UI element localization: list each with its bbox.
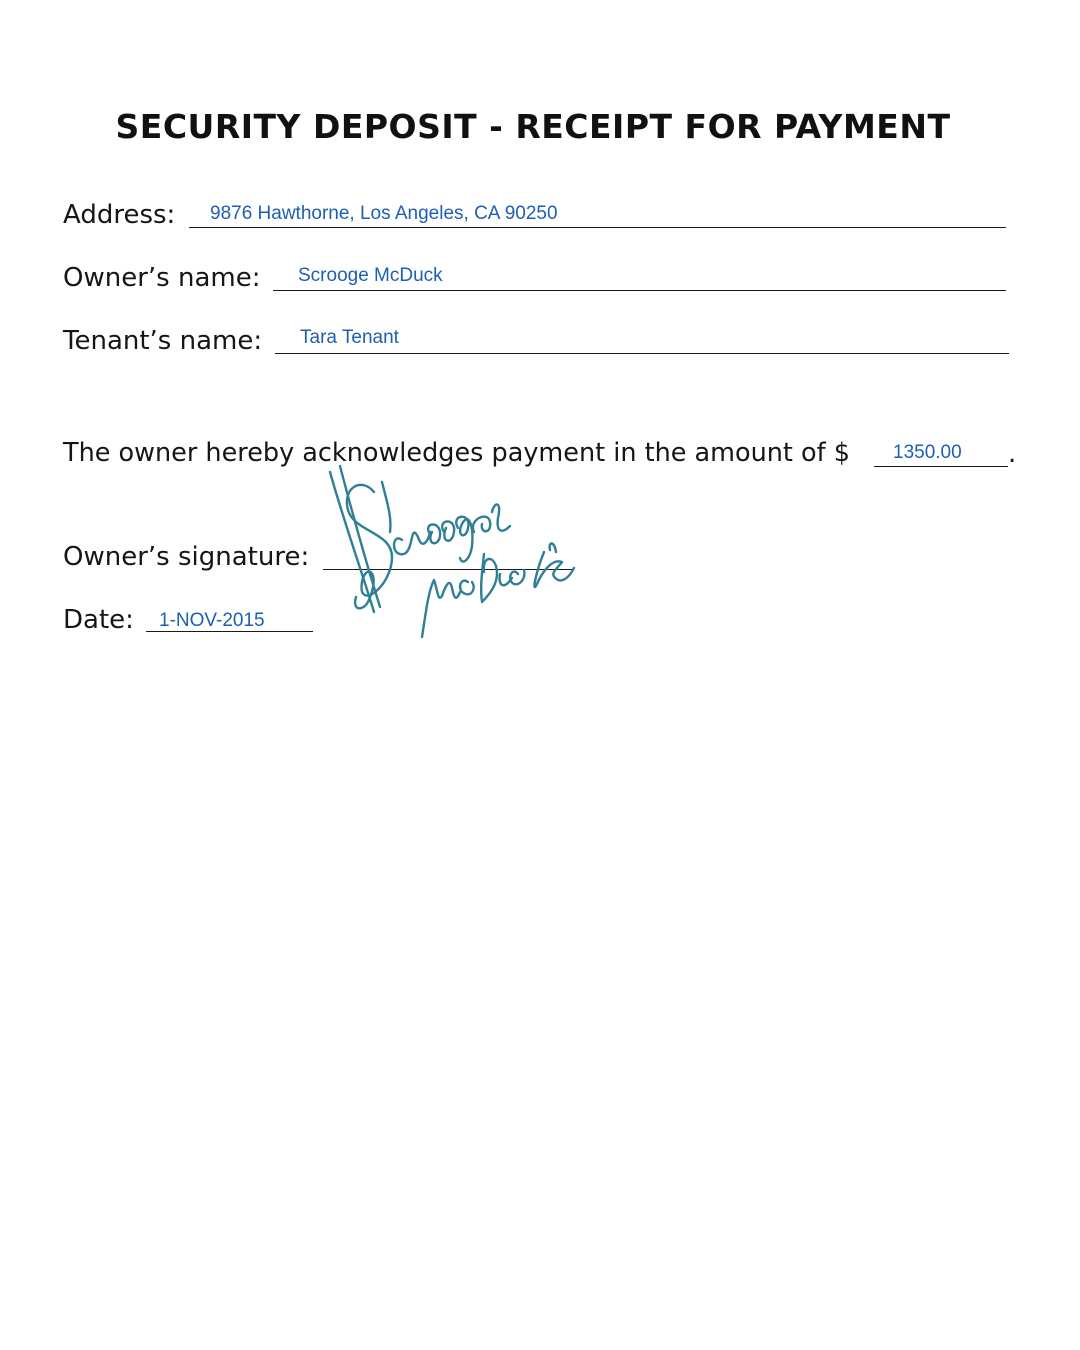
owner-name-line bbox=[273, 290, 1006, 291]
owner-name-field[interactable]: Scrooge McDuck bbox=[298, 265, 443, 286]
address-field[interactable]: 9876 Hawthorne, Los Angeles, CA 90250 bbox=[210, 203, 558, 224]
address-label: Address: bbox=[63, 200, 176, 230]
sentence-period: . bbox=[1008, 439, 1017, 469]
date-field[interactable]: 1-NOV-2015 bbox=[159, 610, 265, 631]
signature-strokes bbox=[330, 466, 574, 637]
handwritten-signature bbox=[322, 462, 584, 637]
tenant-name-field[interactable]: Tara Tenant bbox=[300, 327, 399, 348]
tenant-name-label: Tenant’s name: bbox=[63, 326, 263, 356]
amount-field[interactable]: 1350.00 bbox=[893, 442, 962, 463]
owner-name-label: Owner’s name: bbox=[63, 263, 261, 293]
document-title: SECURITY DEPOSIT - RECEIPT FOR PAYMENT bbox=[115, 107, 951, 146]
amount-line bbox=[874, 466, 1008, 467]
date-label: Date: bbox=[63, 605, 134, 635]
owner-signature-label: Owner’s signature: bbox=[63, 542, 310, 572]
address-line bbox=[189, 227, 1006, 228]
date-line bbox=[146, 631, 313, 632]
payment-sentence: The owner hereby acknowledges payment in the amount of $ bbox=[63, 438, 850, 468]
tenant-name-line bbox=[275, 353, 1009, 354]
